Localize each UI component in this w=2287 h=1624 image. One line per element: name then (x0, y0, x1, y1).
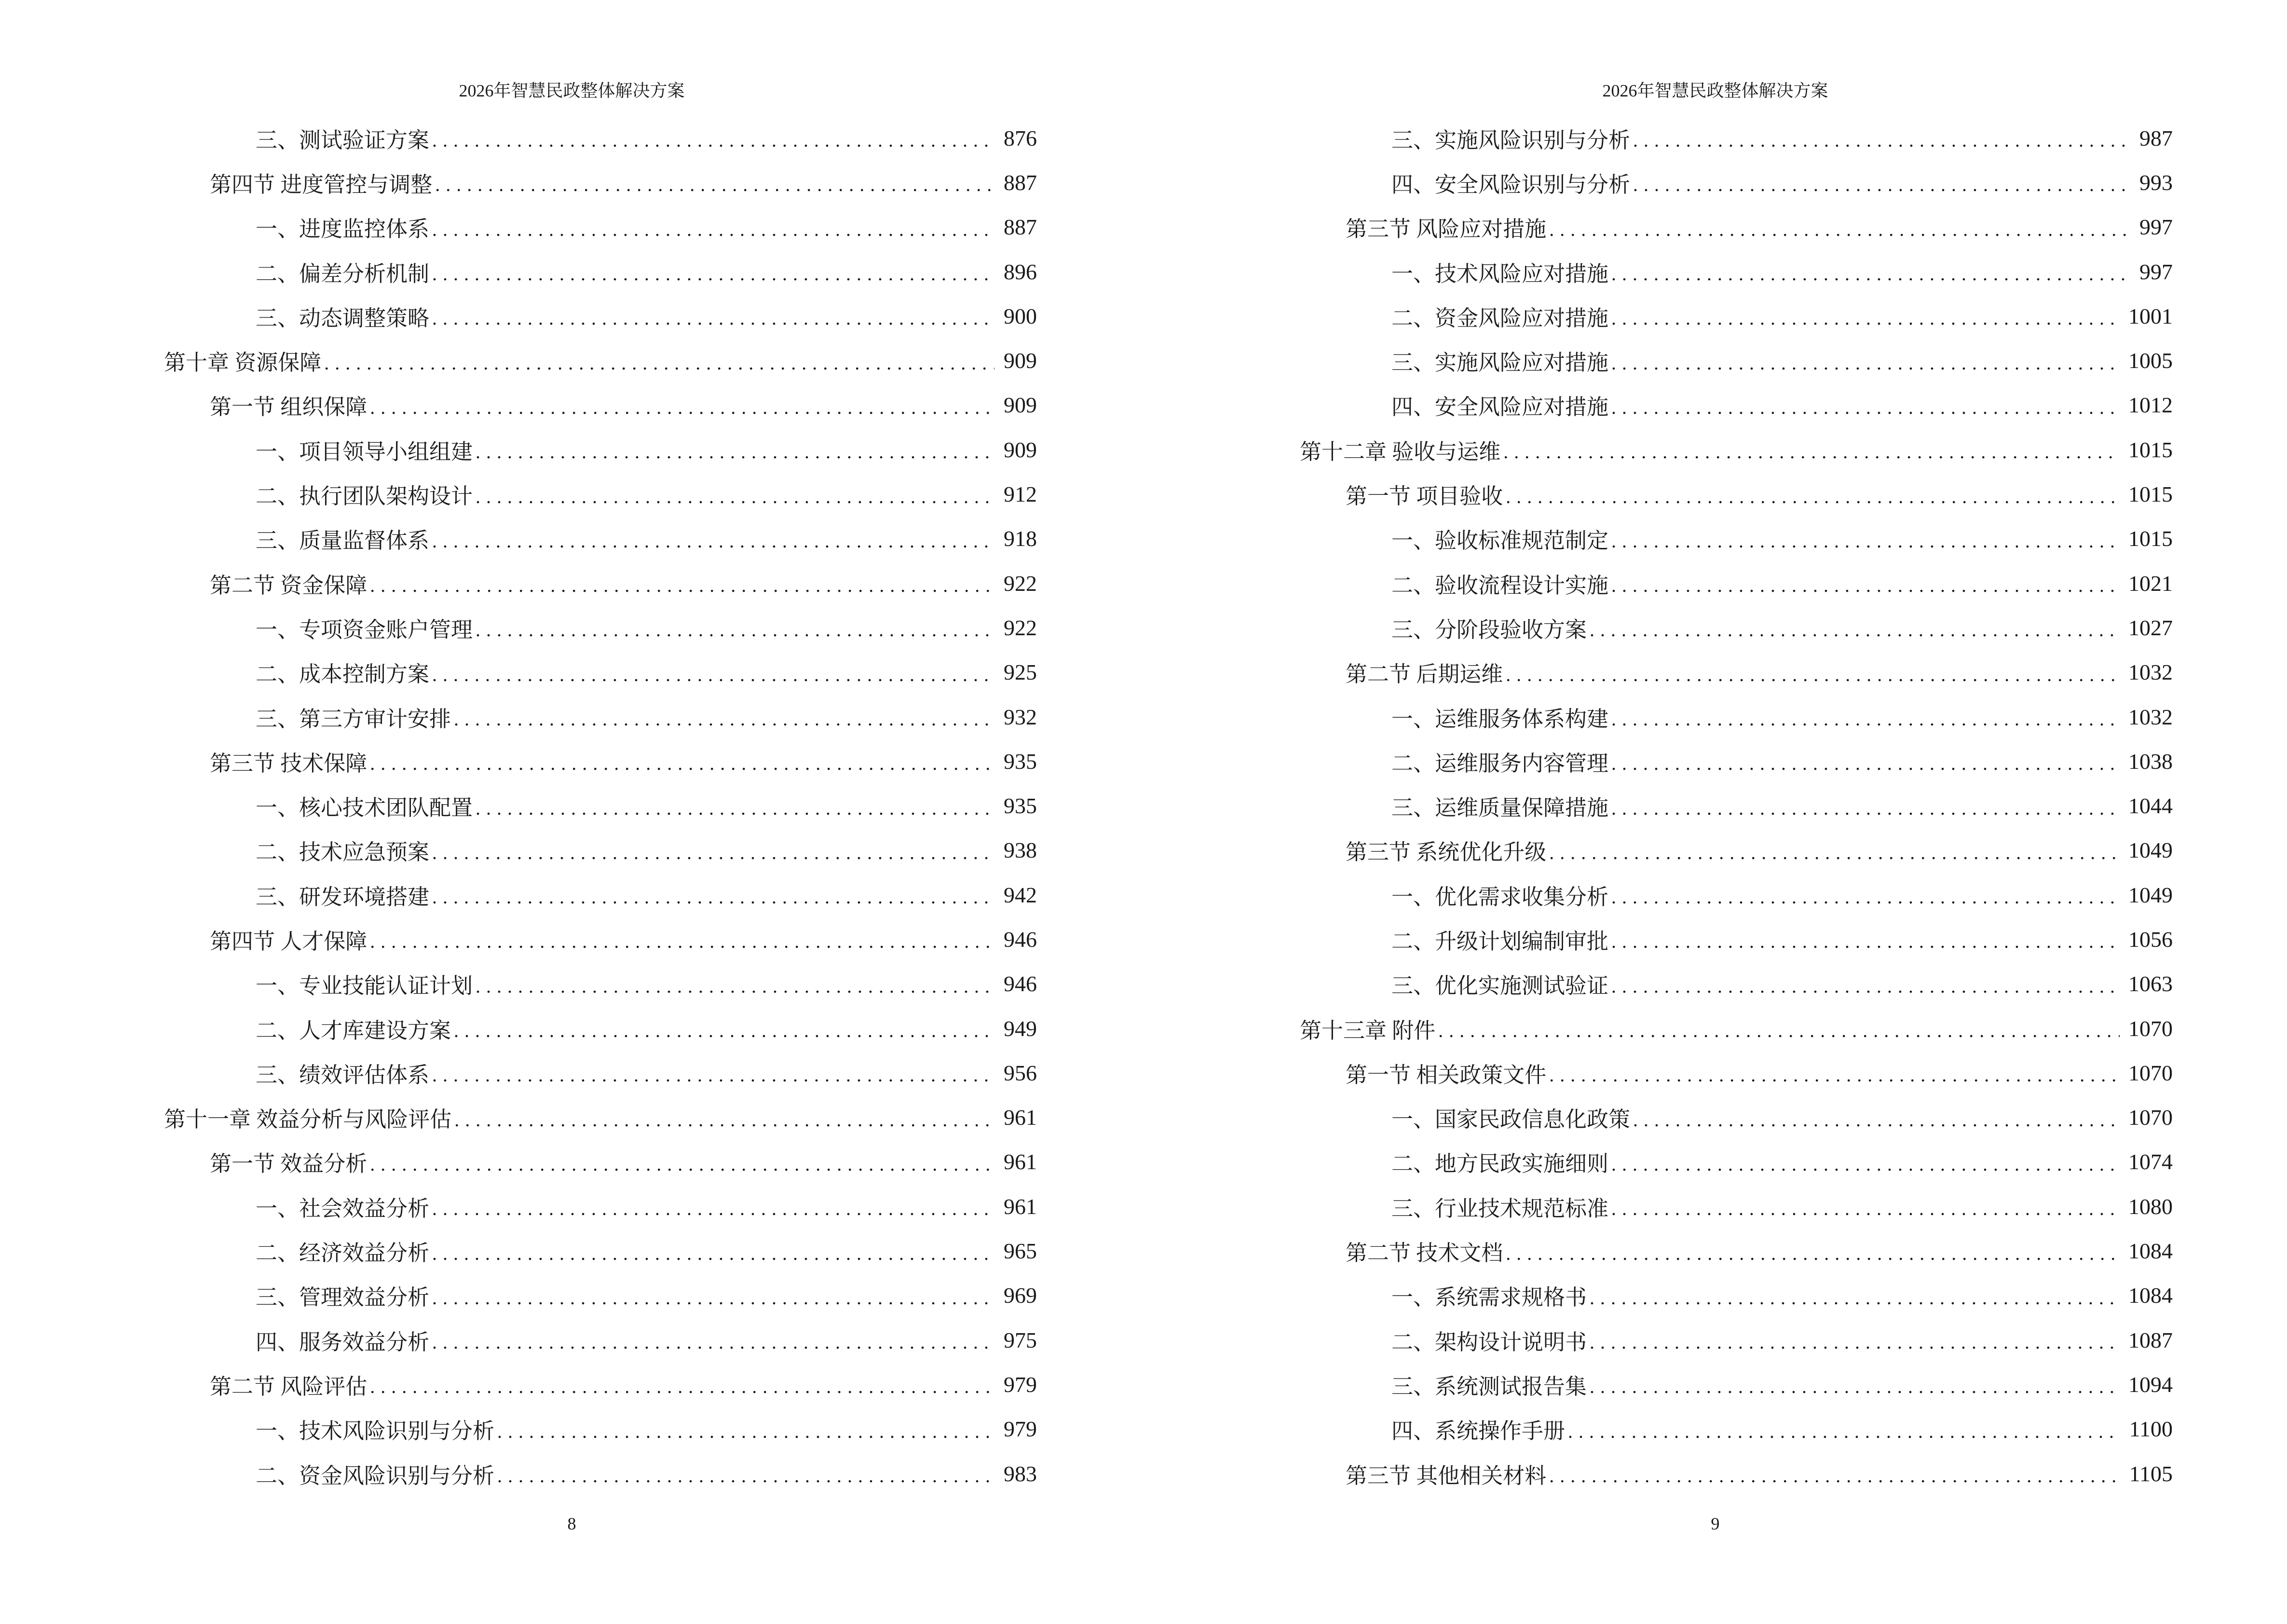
toc-entry-title: 二、地方民政实施细则 (1391, 1146, 1611, 1177)
running-header: 2026年智慧民政整体解决方案 (459, 81, 685, 100)
dot-leader (370, 1150, 994, 1174)
toc-entry-page-number: 1044 (2128, 793, 2173, 819)
toc-entry-title: 第三节 其他相关材料 (1346, 1458, 1549, 1489)
toc-entry-page-number: 987 (2139, 125, 2173, 150)
toc-entry[interactable] (1300, 783, 2173, 828)
toc-entry-page-number: 887 (1004, 215, 1037, 240)
toc-entry-page-number: 935 (1004, 749, 1037, 774)
dot-leader (432, 1328, 994, 1352)
toc-entry-page-number: 1049 (2128, 838, 2173, 863)
dot-leader (476, 972, 994, 996)
toc-entry[interactable] (1300, 962, 2173, 1006)
toc-entry-title: 三、动态调整策略 (256, 300, 432, 332)
toc-entry[interactable] (1300, 1006, 2173, 1051)
toc-entry-title: 三、绩效评估体系 (256, 1057, 432, 1089)
toc-entry-page-number: 887 (1004, 170, 1037, 195)
toc-entry-title: 二、经济效益分析 (256, 1235, 432, 1267)
dot-leader (1549, 215, 2130, 239)
toc-entry[interactable] (1300, 1095, 2173, 1140)
toc-entry-page-number: 975 (1004, 1327, 1037, 1352)
toc-entry-page-number: 1070 (2128, 1060, 2173, 1085)
dot-leader (370, 749, 994, 773)
toc-entry[interactable] (1300, 1228, 2173, 1273)
toc-entry-page-number: 935 (1004, 793, 1037, 819)
dot-leader (435, 170, 994, 194)
toc-entry[interactable] (1300, 517, 2173, 561)
dot-leader (1503, 437, 2120, 462)
page-right (1144, 0, 2287, 1624)
toc-entry[interactable] (164, 917, 1037, 961)
toc-entry-title: 三、分阶段验收方案 (1391, 612, 1590, 643)
toc-entry-title: 第十章 资源保障 (164, 345, 324, 376)
toc-entry-page-number: 969 (1004, 1283, 1037, 1308)
toc-entry-page-number: 1056 (2128, 927, 2173, 952)
dot-leader (432, 126, 994, 150)
toc-entry-page-number: 1094 (2128, 1372, 2173, 1397)
toc-entry[interactable] (1300, 472, 2173, 516)
toc-entry[interactable] (164, 605, 1037, 650)
dot-leader (1611, 794, 2120, 818)
toc-entry-title: 二、成本控制方案 (256, 656, 432, 688)
dot-leader (454, 1016, 994, 1040)
toc-entry-title: 四、系统操作手册 (1391, 1413, 1568, 1445)
toc-entry-title: 三、研发环境搭建 (256, 879, 432, 911)
toc-entry-page-number: 1015 (2128, 482, 2173, 507)
toc-entry[interactable] (1300, 1318, 2173, 1362)
toc-entry-title: 第四节 人才保障 (210, 924, 370, 955)
toc-list (1300, 116, 2173, 1496)
dot-leader (370, 393, 994, 417)
toc-entry-page-number: 942 (1004, 882, 1037, 907)
page-number: 8 (567, 1514, 576, 1533)
toc-entry[interactable] (164, 739, 1037, 783)
toc-entry-title: 一、运维服务体系构建 (1391, 701, 1611, 733)
toc-entry[interactable] (164, 427, 1037, 472)
toc-entry-page-number: 997 (2139, 215, 2173, 240)
dot-leader (432, 1283, 994, 1308)
dot-leader (1549, 838, 2120, 862)
toc-entry-title: 第十二章 验收与运维 (1300, 434, 1503, 465)
toc-entry-title: 一、核心技术团队配置 (256, 790, 476, 821)
toc-entry-title: 一、项目领导小组组建 (256, 434, 476, 465)
toc-entry-page-number: 1084 (2128, 1283, 2173, 1308)
dot-leader (1611, 972, 2120, 996)
toc-entry-title: 二、偏差分析机制 (256, 256, 432, 287)
toc-entry-page-number: 961 (1004, 1149, 1037, 1174)
toc-list (164, 116, 1037, 1496)
dot-leader (432, 215, 994, 239)
dot-leader (432, 883, 994, 907)
toc-entry-page-number: 956 (1004, 1060, 1037, 1085)
toc-entry-page-number: 979 (1004, 1372, 1037, 1397)
dot-leader (1611, 349, 2120, 373)
dot-leader (476, 437, 994, 462)
dot-leader (1506, 1239, 2120, 1263)
dot-leader (324, 349, 994, 373)
toc-entry-title: 二、架构设计说明书 (1391, 1324, 1590, 1356)
toc-entry-page-number: 979 (1004, 1417, 1037, 1442)
toc-entry[interactable] (1300, 873, 2173, 917)
dot-leader (370, 571, 994, 595)
toc-entry-title: 第二节 后期运维 (1346, 656, 1506, 688)
toc-entry-page-number: 922 (1004, 615, 1037, 640)
toc-entry-title: 第二节 风险评估 (210, 1369, 370, 1400)
toc-entry-page-number: 912 (1004, 482, 1037, 507)
toc-entry[interactable] (164, 962, 1037, 1006)
toc-entry[interactable] (164, 517, 1037, 561)
toc-entry[interactable] (1300, 160, 2173, 205)
toc-entry-page-number: 961 (1004, 1105, 1037, 1130)
toc-entry-title: 第一节 组织保障 (210, 389, 370, 421)
dot-leader (1590, 1372, 2120, 1396)
toc-entry-title: 第四节 进度管控与调整 (210, 167, 435, 198)
toc-entry-title: 第十三章 附件 (1300, 1013, 1438, 1044)
dot-leader (476, 615, 994, 640)
dot-leader (1611, 304, 2120, 328)
toc-entry-title: 三、实施风险识别与分析 (1391, 123, 1633, 154)
toc-entry-page-number: 1032 (2128, 704, 2173, 729)
toc-entry[interactable] (1300, 561, 2173, 605)
toc-entry-page-number: 1027 (2128, 615, 2173, 640)
dot-leader (432, 259, 994, 284)
toc-entry-page-number: 1005 (2128, 348, 2173, 373)
toc-entry-page-number: 938 (1004, 838, 1037, 863)
toc-entry-page-number: 909 (1004, 348, 1037, 373)
toc-entry-title: 一、技术风险应对措施 (1391, 256, 1611, 287)
dot-leader (1611, 1150, 2120, 1174)
toc-entry-page-number: 997 (2139, 259, 2173, 284)
toc-entry-page-number: 896 (1004, 259, 1037, 284)
dot-leader (1633, 126, 2130, 150)
toc-entry-title: 三、行业技术规范标准 (1391, 1191, 1611, 1222)
dot-leader (432, 838, 994, 862)
dot-leader (454, 1105, 994, 1130)
dot-leader (1611, 705, 2120, 729)
toc-entry[interactable] (164, 828, 1037, 873)
dot-leader (432, 1194, 994, 1218)
toc-entry[interactable] (1300, 1273, 2173, 1318)
dot-leader (432, 1239, 994, 1263)
toc-entry-page-number: 900 (1004, 303, 1037, 328)
toc-entry-title: 一、专项资金账户管理 (256, 612, 476, 643)
toc-entry-page-number: 1087 (2128, 1327, 2173, 1352)
toc-entry-page-number: 1032 (2128, 660, 2173, 685)
toc-entry-title: 第二节 技术文档 (1346, 1235, 1506, 1267)
dot-leader (1590, 1328, 2120, 1352)
page-number: 9 (1711, 1514, 1720, 1533)
toc-entry[interactable] (1300, 294, 2173, 338)
toc-entry-page-number: 876 (1004, 125, 1037, 150)
toc-entry-title: 第二节 资金保障 (210, 568, 370, 599)
toc-entry[interactable] (164, 1318, 1037, 1362)
toc-entry-title: 三、实施风险应对措施 (1391, 345, 1611, 376)
toc-entry-title: 一、专业技能认证计划 (256, 968, 476, 999)
toc-entry[interactable] (1300, 427, 2173, 472)
toc-entry-page-number: 983 (1004, 1461, 1037, 1486)
dot-leader (1611, 571, 2120, 595)
toc-entry-title: 三、系统测试报告集 (1391, 1369, 1590, 1400)
dot-leader (1549, 1461, 2120, 1486)
toc-entry-title: 三、运维质量保障措施 (1391, 790, 1611, 821)
toc-entry[interactable] (164, 116, 1037, 160)
dot-leader (432, 527, 994, 551)
dot-leader (1611, 393, 2120, 417)
toc-entry-title: 三、测试验证方案 (256, 123, 432, 154)
toc-entry-title: 四、服务效益分析 (256, 1324, 432, 1356)
toc-entry-title: 第一节 效益分析 (210, 1146, 370, 1177)
toc-entry-page-number: 965 (1004, 1239, 1037, 1264)
toc-entry-title: 一、国家民政信息化政策 (1391, 1102, 1633, 1133)
dot-leader (1611, 259, 2130, 284)
toc-entry[interactable] (1300, 205, 2173, 249)
toc-entry[interactable] (164, 695, 1037, 739)
toc-entry-title: 三、管理效益分析 (256, 1280, 432, 1311)
toc-entry-title: 二、技术应急预案 (256, 834, 432, 866)
toc-entry[interactable] (164, 338, 1037, 382)
dot-leader (370, 1372, 994, 1396)
toc-entry-title: 二、人才库建设方案 (256, 1013, 454, 1044)
toc-entry[interactable] (164, 650, 1037, 695)
dot-leader (1506, 482, 2120, 506)
toc-entry-page-number: 909 (1004, 393, 1037, 418)
toc-entry-title: 三、优化实施测试验证 (1391, 968, 1611, 999)
toc-entry-title: 一、进度监控体系 (256, 211, 432, 243)
toc-entry-title: 第三节 技术保障 (210, 746, 370, 777)
toc-entry-title: 二、资金风险识别与分析 (256, 1458, 497, 1489)
toc-entry-page-number: 1100 (2129, 1417, 2173, 1442)
dot-leader (497, 1461, 994, 1486)
dot-leader (476, 794, 994, 818)
toc-entry-title: 二、资金风险应对措施 (1391, 300, 1611, 332)
dot-leader (1438, 1016, 2120, 1040)
toc-entry[interactable] (164, 1362, 1037, 1406)
toc-entry-page-number: 1105 (2129, 1461, 2173, 1486)
dot-leader (1633, 1105, 2120, 1130)
toc-entry[interactable] (164, 1006, 1037, 1051)
toc-entry[interactable] (164, 561, 1037, 605)
toc-entry-title: 四、安全风险应对措施 (1391, 389, 1611, 421)
toc-entry-page-number: 1038 (2128, 749, 2173, 774)
toc-entry-page-number: 1001 (2128, 303, 2173, 328)
toc-entry[interactable] (1300, 1407, 2173, 1451)
toc-entry[interactable] (1300, 1362, 2173, 1406)
toc-entry-title: 二、运维服务内容管理 (1391, 746, 1611, 777)
dot-leader (1549, 1061, 2120, 1085)
toc-entry-page-number: 1070 (2128, 1105, 2173, 1130)
toc-entry-title: 一、系统需求规格书 (1391, 1280, 1590, 1311)
toc-entry-page-number: 1074 (2128, 1149, 2173, 1174)
toc-entry[interactable] (164, 1451, 1037, 1496)
dot-leader (1633, 170, 2130, 194)
dot-leader (432, 1061, 994, 1085)
dot-leader (1506, 660, 2120, 684)
toc-entry-page-number: 1012 (2128, 393, 2173, 418)
dot-leader (1611, 749, 2120, 773)
toc-entry-title: 三、第三方审计安排 (256, 701, 454, 733)
toc-entry[interactable] (1300, 695, 2173, 739)
toc-entry[interactable] (164, 1140, 1037, 1184)
toc-entry-page-number: 1084 (2128, 1239, 2173, 1264)
toc-entry[interactable] (164, 1407, 1037, 1451)
toc-entry[interactable] (1300, 1051, 2173, 1095)
toc-entry[interactable] (1300, 338, 2173, 382)
toc-entry-title: 一、技术风险识别与分析 (256, 1413, 497, 1445)
toc-entry[interactable] (164, 783, 1037, 828)
toc-entry-page-number: 922 (1004, 571, 1037, 596)
dot-leader (476, 482, 994, 506)
toc-entry-title: 二、执行团队架构设计 (256, 478, 476, 510)
toc-entry-page-number: 1021 (2128, 571, 2173, 596)
toc-entry-page-number: 946 (1004, 927, 1037, 952)
toc-entry-page-number: 918 (1004, 526, 1037, 551)
toc-entry-title: 四、安全风险识别与分析 (1391, 167, 1633, 198)
toc-entry-page-number: 1049 (2128, 882, 2173, 907)
toc-entry[interactable] (1300, 1451, 2173, 1496)
toc-entry-title: 第三节 系统优化升级 (1346, 834, 1549, 866)
toc-entry[interactable] (164, 249, 1037, 294)
toc-entry[interactable] (164, 1184, 1037, 1228)
toc-entry-page-number: 909 (1004, 437, 1037, 462)
dot-leader (1611, 527, 2120, 551)
dot-leader (432, 660, 994, 684)
toc-entry-page-number: 1080 (2128, 1194, 2173, 1219)
toc-entry[interactable] (1300, 739, 2173, 783)
toc-entry-page-number: 1015 (2128, 526, 2173, 551)
dot-leader (454, 705, 994, 729)
toc-entry-page-number: 1015 (2128, 437, 2173, 462)
toc-entry[interactable] (164, 1051, 1037, 1095)
toc-entry[interactable] (164, 472, 1037, 516)
toc-entry-title: 第一节 项目验收 (1346, 478, 1506, 510)
dot-leader (370, 927, 994, 951)
toc-entry-title: 一、验收标准规范制定 (1391, 523, 1611, 554)
toc-entry[interactable] (1300, 1140, 2173, 1184)
dot-leader (1568, 1417, 2121, 1441)
toc-entry[interactable] (164, 383, 1037, 427)
toc-entry-title: 一、优化需求收集分析 (1391, 879, 1611, 911)
toc-entry-page-number: 993 (2139, 170, 2173, 195)
toc-entry-page-number: 932 (1004, 704, 1037, 729)
toc-entry-page-number: 946 (1004, 971, 1037, 996)
toc-entry[interactable] (164, 1095, 1037, 1140)
toc-entry-title: 二、升级计划编制审批 (1391, 924, 1611, 955)
toc-entry-title: 第十一章 效益分析与风险评估 (164, 1102, 454, 1133)
dot-leader (1611, 927, 2120, 951)
toc-entry-page-number: 961 (1004, 1194, 1037, 1219)
dot-leader (1611, 1194, 2120, 1218)
toc-entry[interactable] (1300, 828, 2173, 873)
toc-entry[interactable] (164, 1228, 1037, 1273)
toc-entry[interactable] (164, 205, 1037, 249)
toc-entry[interactable] (1300, 605, 2173, 650)
toc-entry[interactable] (164, 294, 1037, 338)
toc-entry[interactable] (1300, 917, 2173, 961)
running-header: 2026年智慧民政整体解决方案 (1602, 81, 1828, 100)
toc-entry-title: 二、验收流程设计实施 (1391, 568, 1611, 599)
toc-entry[interactable] (1300, 249, 2173, 294)
dot-leader (432, 304, 994, 328)
dot-leader (1590, 1283, 2120, 1308)
toc-entry-page-number: 949 (1004, 1016, 1037, 1041)
toc-entry-title: 第三节 风险应对措施 (1346, 211, 1549, 243)
toc-entry[interactable] (164, 1273, 1037, 1318)
toc-entry[interactable] (164, 873, 1037, 917)
dot-leader (1611, 883, 2120, 907)
toc-entry-page-number: 1063 (2128, 971, 2173, 996)
dot-leader (497, 1417, 994, 1441)
toc-entry[interactable] (1300, 650, 2173, 695)
toc-entry-title: 一、社会效益分析 (256, 1191, 432, 1222)
toc-entry-page-number: 925 (1004, 660, 1037, 685)
toc-entry[interactable] (1300, 383, 2173, 427)
toc-entry-title: 第一节 相关政策文件 (1346, 1057, 1549, 1089)
toc-entry[interactable] (164, 160, 1037, 205)
toc-entry-page-number: 1070 (2128, 1016, 2173, 1041)
dot-leader (1590, 615, 2120, 640)
toc-entry-title: 三、质量监督体系 (256, 523, 432, 554)
toc-entry[interactable] (1300, 116, 2173, 160)
toc-entry[interactable] (1300, 1184, 2173, 1228)
